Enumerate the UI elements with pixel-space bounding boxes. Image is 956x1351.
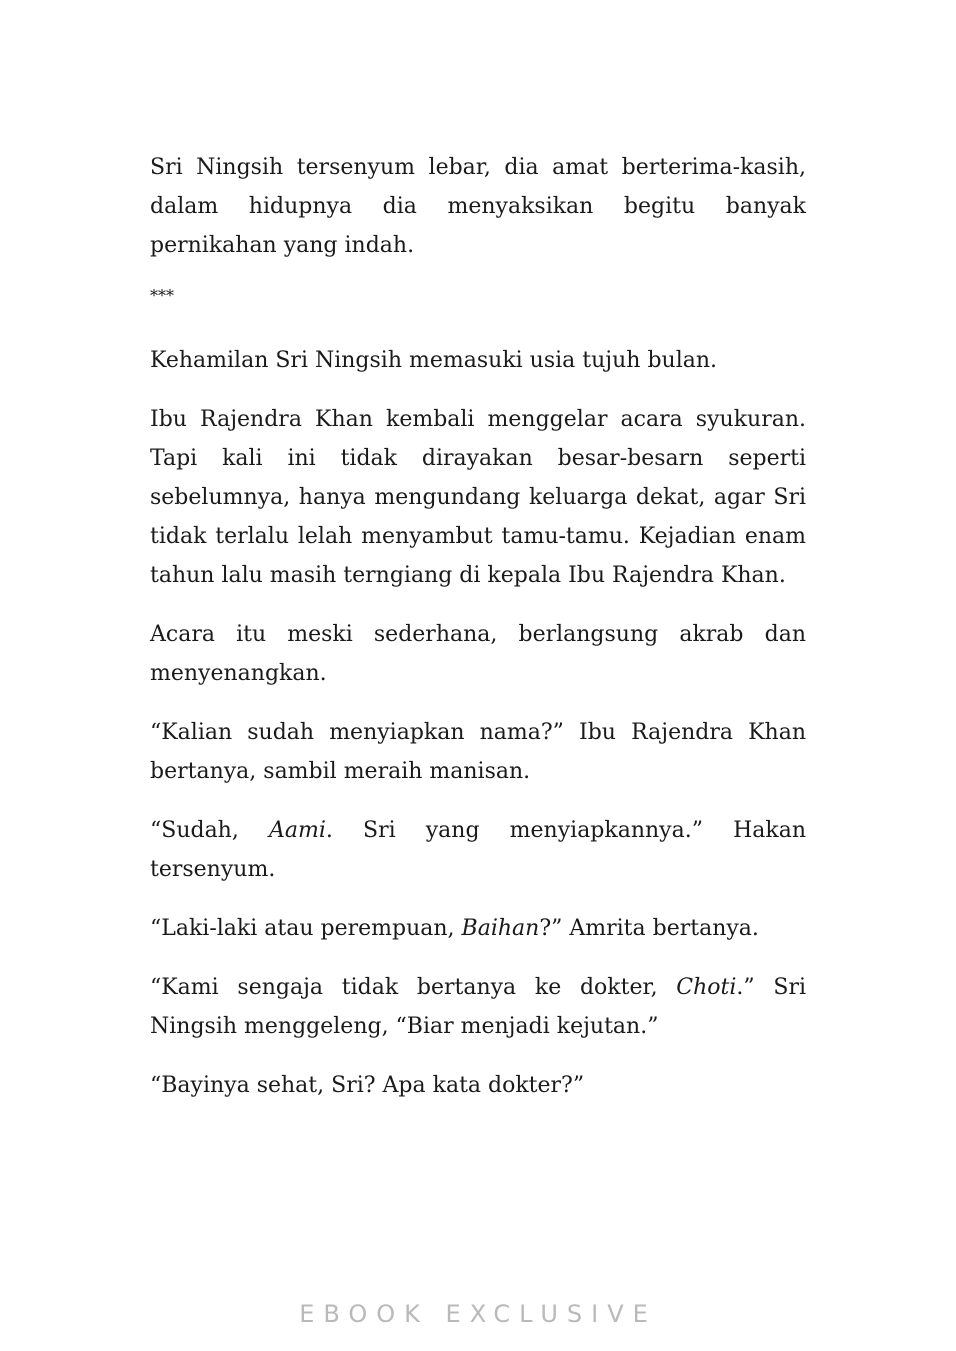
italic-term: Aami	[268, 818, 326, 843]
paragraph-text: . Sri yang menyiapkannya.” Hakan tersenyum.	[150, 818, 807, 882]
paragraph	[150, 148, 806, 265]
paragraph-text: “Laki-laki atau perempuan,	[150, 916, 462, 941]
italic-term: Baihan	[461, 916, 540, 941]
paragraph	[150, 341, 806, 380]
italic-term: Choti	[676, 975, 737, 1000]
paragraph	[150, 713, 806, 791]
page-body	[150, 148, 806, 1125]
paragraph-text: Ibu Rajendra Khan kembali menggelar acara syukuran. Tapi kali ini tidak dirayakan besar-besarn seperti sebelumnya, hanya mengundang keluarga dekat, agar Sri tidak terlalu lelah menyambut tamu-tamu. Kejadian enam tahun lalu masih terngiang di kepala Ibu Rajendra Khan.	[150, 407, 806, 588]
paragraph-text: Acara itu meski sederhana, berlangsung akrab dan menyenangkan.	[150, 622, 806, 686]
paragraph	[150, 615, 806, 693]
paragraph-text: Kehamilan Sri Ningsih memasuki usia tujuh bulan.	[150, 348, 718, 373]
paragraph-text: Sri Ningsih tersenyum lebar, dia amat berterima-kasih, dalam hidupnya dia menyaksikan begitu banyak pernikahan yang indah.	[150, 155, 806, 258]
paragraph	[150, 811, 806, 889]
paragraph-text: “Kami sengaja tidak bertanya ke dokter,	[150, 975, 677, 1000]
paragraph-text: .” Sri Ningsih menggeleng, “Biar menjadi kejutan.”	[150, 975, 807, 1039]
paragraph	[150, 968, 806, 1046]
paragraph	[150, 400, 806, 595]
paragraph	[150, 909, 806, 948]
paragraph-text: “Sudah,	[150, 818, 269, 843]
paragraph-text: “Kalian sudah menyiapkan nama?” Ibu Rajendra Khan bertanya, sambil meraih manisan.	[150, 720, 806, 784]
divider-text: ***	[150, 286, 174, 305]
ebook-watermark: EBOOK EXCLUSIVE	[299, 1300, 657, 1328]
paragraph	[150, 1066, 806, 1105]
section-divider	[150, 285, 806, 307]
paragraph-text: “Bayinya sehat, Sri? Apa kata dokter?”	[150, 1073, 585, 1098]
paragraph-text: ?” Amrita bertanya.	[539, 916, 759, 941]
